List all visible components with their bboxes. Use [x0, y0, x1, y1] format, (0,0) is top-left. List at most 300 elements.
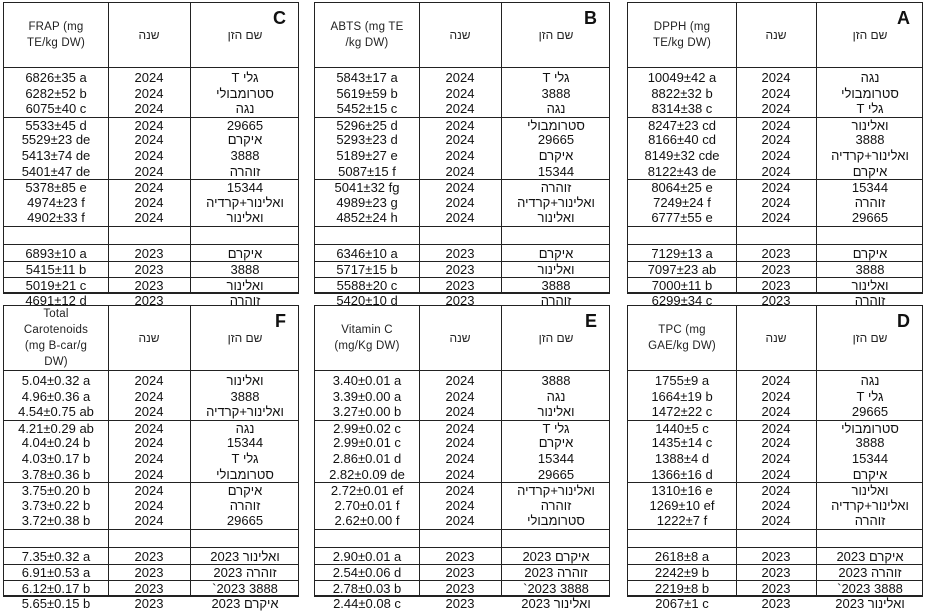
name-cell: איקרם	[227, 132, 263, 148]
year-cell: 2024	[134, 85, 164, 101]
table-row	[315, 420, 609, 436]
name-cell: 15344	[226, 180, 264, 196]
year-column-header: שנה	[449, 330, 471, 345]
table-row	[315, 513, 609, 528]
value-column-header: TPC (mg GAE/kg DW)	[648, 324, 716, 352]
value-cell: 1472±22 c	[651, 404, 713, 420]
name-cell: זוהרה 2023	[213, 565, 277, 581]
name-column-header: שם הזן	[852, 330, 888, 345]
value-cell: 2219±8 b	[654, 580, 710, 596]
table-row	[4, 277, 298, 293]
panel-c-frap-table	[3, 2, 299, 309]
table-row	[315, 482, 609, 498]
value-cell: 3.78±0.36 b	[21, 466, 91, 482]
year-cell: 2024	[134, 497, 164, 513]
value-cell: 6826±35 a	[25, 70, 87, 85]
name-cell: 15344	[851, 451, 889, 466]
year-cell: 2024	[761, 435, 791, 451]
name-cell: נגה	[860, 70, 880, 85]
table-row	[628, 482, 922, 498]
name-cell: איקרם 2023	[522, 548, 590, 564]
table-row	[4, 451, 298, 466]
year-cell: 2024	[445, 148, 475, 163]
table-row	[4, 498, 298, 513]
year-cell: 2024	[445, 388, 475, 404]
year-cell: 2023	[134, 262, 164, 278]
name-column-header: שם הזן	[227, 27, 263, 42]
value-cell: 5533±45 d	[25, 117, 87, 133]
year-cell: 2024	[761, 132, 791, 148]
value-column-header: DPPH (mg TE/kg DW)	[652, 21, 712, 49]
value-cell: 2.44±0.08 c	[333, 596, 401, 611]
table-row	[4, 467, 298, 482]
year-cell: 2024	[761, 373, 791, 388]
table-header	[628, 306, 922, 371]
name-cell: 3888	[541, 85, 571, 101]
name-cell: 15344	[851, 180, 889, 196]
table-row	[628, 420, 922, 436]
table-row	[4, 210, 298, 225]
year-cell: 2023	[445, 245, 475, 261]
table-row	[4, 564, 298, 580]
name-cell: ואלינור	[226, 277, 264, 293]
name-cell: איקרם 2023	[836, 548, 904, 564]
name-cell: 3888	[230, 388, 260, 404]
value-cell: 1755±9 a	[654, 373, 710, 388]
year-cell: 2024	[134, 483, 164, 499]
table-row	[628, 451, 922, 466]
year-cell: 2023	[445, 596, 475, 611]
name-cell: איקרם	[538, 148, 574, 163]
name-cell: ואלינור 2023	[210, 548, 280, 564]
year-cell: 2024	[761, 466, 791, 482]
name-cell: איקרם	[852, 466, 888, 482]
year-cell: 2023	[761, 245, 791, 261]
year-cell: 2023	[761, 580, 791, 596]
group-separator	[4, 226, 298, 227]
table-row	[628, 404, 922, 419]
name-cell: 15344	[537, 163, 575, 179]
name-cell: ואלינור+קרדיה	[517, 194, 595, 210]
group-separator	[628, 547, 922, 548]
name-cell: ואלינור	[537, 404, 575, 420]
group-separator	[628, 529, 922, 530]
name-cell: ואלינור	[226, 373, 264, 388]
value-cell: 5041±32 fg	[334, 180, 400, 196]
year-cell: 2024	[761, 70, 791, 85]
year-cell: 2024	[445, 70, 475, 85]
year-cell: 2024	[761, 420, 791, 436]
name-column-header: שם הזן	[227, 330, 263, 345]
year-cell: 2023	[445, 548, 475, 564]
table-row	[4, 101, 298, 116]
value-cell: 8822±32 b	[651, 85, 713, 101]
value-cell: 1435±14 c	[651, 435, 713, 451]
name-cell: איקרם	[852, 245, 888, 261]
table-row	[628, 261, 922, 277]
table-row	[628, 210, 922, 225]
value-cell: 2618±8 a	[654, 548, 710, 564]
value-cell: 4989±23 g	[336, 194, 398, 210]
name-cell: איקרם	[227, 483, 263, 499]
table-row	[315, 435, 609, 450]
table-row	[4, 132, 298, 147]
year-cell: 2024	[445, 497, 475, 513]
value-cell: 5413±74 de	[21, 148, 91, 163]
table-row	[4, 195, 298, 210]
year-cell: 2024	[134, 451, 164, 466]
year-cell: 2024	[445, 420, 475, 436]
value-cell: 1366±16 d	[651, 466, 713, 482]
table-header	[4, 306, 298, 371]
name-cell: זוהרה	[229, 163, 261, 179]
table-row	[628, 467, 922, 482]
year-cell: 2023	[445, 277, 475, 293]
year-cell: 2023	[761, 548, 791, 564]
panel-f-carotenoids-table	[3, 305, 299, 611]
value-cell: 8314±38 c	[651, 101, 713, 117]
value-cell: 7097±23 ab	[647, 262, 717, 278]
value-cell: 5420±10 d	[336, 293, 398, 309]
value-cell: 6.91±0.53 a	[21, 565, 91, 581]
name-cell: 29665	[851, 404, 889, 420]
name-cell: ואלינור+קרדיה	[517, 483, 595, 499]
name-cell: גלי T	[856, 101, 884, 117]
value-cell: 4.03±0.17 b	[21, 451, 91, 466]
name-cell: סטרומבולי	[216, 85, 274, 101]
value-cell: 8166±40 cd	[648, 132, 716, 148]
name-cell: סטרומבולי	[527, 117, 585, 133]
value-cell: 1440±5 c	[655, 420, 709, 436]
year-cell: 2024	[134, 132, 164, 148]
value-column-header: ABTS (mg TE /kg DW)	[330, 21, 404, 49]
table-row	[628, 564, 922, 580]
group-separator	[628, 244, 922, 245]
value-cell: 2067±1 c	[655, 596, 709, 611]
value-cell: 5087±15 f	[338, 163, 396, 179]
value-cell: 8247±23 cd	[648, 117, 716, 133]
year-cell: 2024	[134, 435, 164, 451]
year-cell: 2024	[761, 451, 791, 466]
year-cell: 2024	[445, 466, 475, 482]
table-row	[628, 101, 922, 116]
name-cell: ואלינור+קרדיה	[831, 497, 909, 513]
table-row	[4, 148, 298, 163]
value-cell: 4.54±0.75 ab	[18, 404, 94, 420]
value-cell: 5378±85 e	[25, 180, 87, 196]
name-cell: ואלינור 2023	[835, 596, 905, 611]
year-cell: 2024	[134, 420, 164, 436]
table-row	[315, 246, 609, 261]
panel-letter: A	[897, 8, 910, 28]
name-cell: ואלינור	[537, 210, 575, 226]
value-cell: 6.12±0.17 b	[21, 580, 91, 596]
year-cell: 2024	[761, 101, 791, 117]
value-cell: 8149±32 cde	[644, 148, 720, 163]
table-row	[315, 86, 609, 101]
table-row	[315, 117, 609, 133]
year-cell: 2024	[445, 404, 475, 420]
value-column-header: FRAP (mg TE/kg DW)	[26, 21, 86, 49]
year-cell: 2024	[445, 85, 475, 101]
year-cell: 2024	[134, 404, 164, 420]
name-cell: גלי T	[856, 388, 884, 404]
value-cell: 3.73±0.22 b	[21, 497, 91, 513]
table-row	[315, 451, 609, 466]
table-row	[4, 246, 298, 261]
table-row	[628, 70, 922, 85]
year-cell: 2024	[134, 70, 164, 85]
year-cell: 2024	[134, 210, 164, 226]
table-row	[315, 195, 609, 210]
year-cell: 2024	[134, 466, 164, 482]
value-cell: 2.86±0.01 d	[332, 451, 402, 466]
value-cell: 2.72±0.01 ef	[330, 483, 404, 499]
table-row	[628, 117, 922, 133]
name-cell: איקרם	[538, 245, 574, 261]
value-cell: 8122±43 de	[647, 163, 717, 179]
table-row	[628, 373, 922, 388]
name-cell: סטרומבולי	[841, 420, 899, 436]
value-cell: 4.96±0.36 a	[21, 388, 91, 404]
table-row	[4, 179, 298, 195]
year-cell: 2024	[761, 180, 791, 196]
year-cell: 2024	[761, 404, 791, 420]
group-separator	[4, 529, 298, 530]
name-cell: זוהרה	[229, 293, 261, 309]
name-cell: 3888 2023`	[212, 580, 278, 596]
value-cell: 2.99±0.01 c	[333, 435, 401, 451]
name-cell: זוהרה	[540, 293, 572, 309]
table-row	[4, 70, 298, 85]
table-row	[4, 404, 298, 419]
year-cell: 2024	[134, 148, 164, 163]
year-cell: 2023	[761, 565, 791, 581]
year-cell: 2024	[445, 210, 475, 226]
year-cell: 2024	[445, 180, 475, 196]
year-cell: 2024	[445, 435, 475, 451]
panel-e-vitamin-c-table	[314, 305, 610, 611]
table-row	[315, 261, 609, 277]
name-cell: נגה	[235, 420, 255, 436]
year-cell: 2023	[134, 245, 164, 261]
value-cell: 5296±25 d	[336, 117, 398, 133]
year-cell: 2024	[761, 513, 791, 529]
value-cell: 7249±24 f	[653, 194, 711, 210]
year-cell: 2023	[445, 262, 475, 278]
name-cell: זוהרה 2023	[838, 565, 902, 581]
value-cell: 4974±23 f	[27, 194, 85, 210]
panel-d-tpc-table	[627, 305, 923, 611]
year-cell: 2023	[445, 293, 475, 309]
group-separator	[4, 547, 298, 548]
year-cell: 2024	[134, 194, 164, 210]
table-row	[4, 373, 298, 388]
value-cell: 4902±33 f	[27, 210, 85, 226]
table-row	[4, 435, 298, 450]
year-cell: 2024	[761, 85, 791, 101]
value-cell: 7129±13 a	[651, 245, 713, 261]
year-cell: 2024	[761, 148, 791, 163]
value-cell: 6893±10 a	[25, 245, 87, 261]
table-header	[628, 3, 922, 68]
panel-letter: D	[897, 311, 910, 331]
value-cell: 3.27±0.00 b	[332, 404, 402, 420]
year-cell: 2023	[134, 596, 164, 611]
table-row	[628, 132, 922, 147]
name-cell: זוהרה	[854, 293, 886, 309]
value-cell: 5588±20 c	[336, 277, 398, 293]
value-cell: 1310±16 e	[651, 483, 713, 499]
name-cell: סטרומבולי	[841, 85, 899, 101]
year-cell: 2023	[134, 548, 164, 564]
value-cell: 2.82±0.09 de	[329, 466, 405, 482]
value-cell: 4.04±0.24 b	[21, 435, 91, 451]
table-row	[315, 210, 609, 225]
name-cell: איקרם	[227, 245, 263, 261]
table-row	[628, 86, 922, 101]
value-cell: 7.35±0.32 a	[21, 548, 91, 564]
name-cell: נגה	[235, 101, 255, 117]
value-cell: 1222±7 f	[656, 513, 708, 529]
table-row	[628, 580, 922, 596]
name-cell: 3888	[230, 148, 260, 163]
year-cell: 2023	[761, 277, 791, 293]
year-cell: 2024	[445, 513, 475, 529]
value-cell: 5415±11 b	[25, 262, 87, 278]
table-row	[4, 117, 298, 133]
name-cell: גלי T	[542, 70, 570, 85]
table-row	[628, 277, 922, 293]
year-cell: 2024	[445, 101, 475, 117]
name-cell: ואלינור+קרדיה	[206, 404, 284, 420]
table-row	[628, 389, 922, 404]
name-column-header: שם הזן	[852, 27, 888, 42]
name-cell: סטרומבולי	[216, 466, 274, 482]
name-cell: ואלינור	[537, 262, 575, 278]
value-cell: 5.04±0.32 a	[21, 373, 91, 388]
value-cell: 4.21±0.29 ab	[18, 420, 94, 436]
table-row	[315, 549, 609, 564]
value-cell: 5.65±0.15 b	[21, 596, 91, 611]
year-column-header: שנה	[765, 330, 787, 345]
value-cell: 5843±17 a	[336, 70, 398, 85]
value-cell: 5529±23 de	[21, 132, 91, 148]
name-cell: ואלינור	[851, 483, 889, 499]
value-cell: 3.39±0.00 a	[332, 388, 402, 404]
table-row	[315, 101, 609, 116]
year-column-header: שנה	[138, 330, 160, 345]
panel-letter: F	[275, 311, 286, 331]
name-cell: ואלינור	[851, 277, 889, 293]
name-cell: 3888 2023`	[837, 580, 903, 596]
name-cell: זוהרה	[540, 180, 572, 196]
name-cell: ואלינור+קרדיה	[831, 148, 909, 163]
name-cell: ואלינור	[226, 210, 264, 226]
table-row	[628, 498, 922, 513]
year-cell: 2024	[445, 117, 475, 133]
table-header	[315, 306, 609, 371]
value-cell: 2.78±0.03 b	[332, 580, 402, 596]
year-cell: 2024	[445, 132, 475, 148]
table-row	[4, 261, 298, 277]
panel-letter: E	[584, 311, 597, 331]
value-cell: 4852±24 h	[336, 210, 398, 226]
table-row	[315, 580, 609, 596]
name-cell: נגה	[546, 388, 566, 404]
name-column-header: שם הזן	[538, 330, 574, 345]
table-row	[4, 482, 298, 498]
value-cell: 1388±4 d	[654, 451, 710, 466]
name-cell: גלי T	[542, 420, 570, 436]
value-cell: 5401±47 de	[21, 163, 91, 179]
table-row	[628, 179, 922, 195]
year-cell: 2024	[445, 483, 475, 499]
table-row	[315, 277, 609, 293]
year-cell: 2023	[445, 565, 475, 581]
panel-letter: B	[584, 8, 597, 28]
name-cell: 15344	[226, 435, 264, 451]
name-cell: גלי T	[231, 451, 259, 466]
panel-b-abts-table	[314, 2, 610, 309]
table-row	[4, 86, 298, 101]
name-cell: 15344	[537, 451, 575, 466]
year-column-header: שנה	[449, 27, 471, 42]
year-cell: 2024	[445, 373, 475, 388]
name-cell: איקרם	[538, 435, 574, 451]
name-cell: איקרם	[852, 163, 888, 179]
name-cell: נגה	[860, 373, 880, 388]
table-row	[4, 164, 298, 179]
value-cell: 5189±27 e	[336, 148, 398, 163]
name-cell: ואלינור 2023	[521, 596, 591, 611]
name-column-header: שם הזן	[538, 27, 574, 42]
group-separator	[628, 226, 922, 227]
panel-letter: C	[273, 8, 286, 28]
year-cell: 2024	[134, 513, 164, 529]
year-cell: 2023	[134, 293, 164, 309]
value-cell: 5619±59 b	[336, 85, 398, 101]
table-row	[315, 373, 609, 388]
table-row	[628, 513, 922, 528]
year-cell: 2023	[761, 293, 791, 309]
value-cell: 8064±25 e	[651, 180, 713, 196]
name-cell: 3888	[855, 435, 885, 451]
table-row	[315, 564, 609, 580]
table-row	[315, 148, 609, 163]
year-cell: 2024	[445, 451, 475, 466]
name-cell: 3888	[230, 262, 260, 278]
value-cell: 3.72±0.38 b	[21, 513, 91, 529]
value-cell: 2.54±0.06 d	[332, 565, 402, 581]
table-row	[628, 549, 922, 564]
value-cell: 5019±21 c	[25, 277, 87, 293]
name-cell: גלי T	[231, 70, 259, 85]
value-cell: 2.70±0.01 f	[334, 497, 400, 513]
year-cell: 2023	[134, 277, 164, 293]
name-cell: 3888	[541, 373, 571, 388]
value-cell: 6075±40 c	[25, 101, 87, 117]
table-row	[315, 498, 609, 513]
year-cell: 2023	[761, 262, 791, 278]
name-cell: זוהרה 2023	[524, 565, 588, 581]
table-row	[315, 179, 609, 195]
table-row	[315, 389, 609, 404]
value-column-header: Total Carotenoids (mg B-car/g DW)	[23, 308, 89, 368]
name-cell: זוהרה	[229, 497, 261, 513]
table-row	[4, 580, 298, 596]
table-row	[315, 404, 609, 419]
